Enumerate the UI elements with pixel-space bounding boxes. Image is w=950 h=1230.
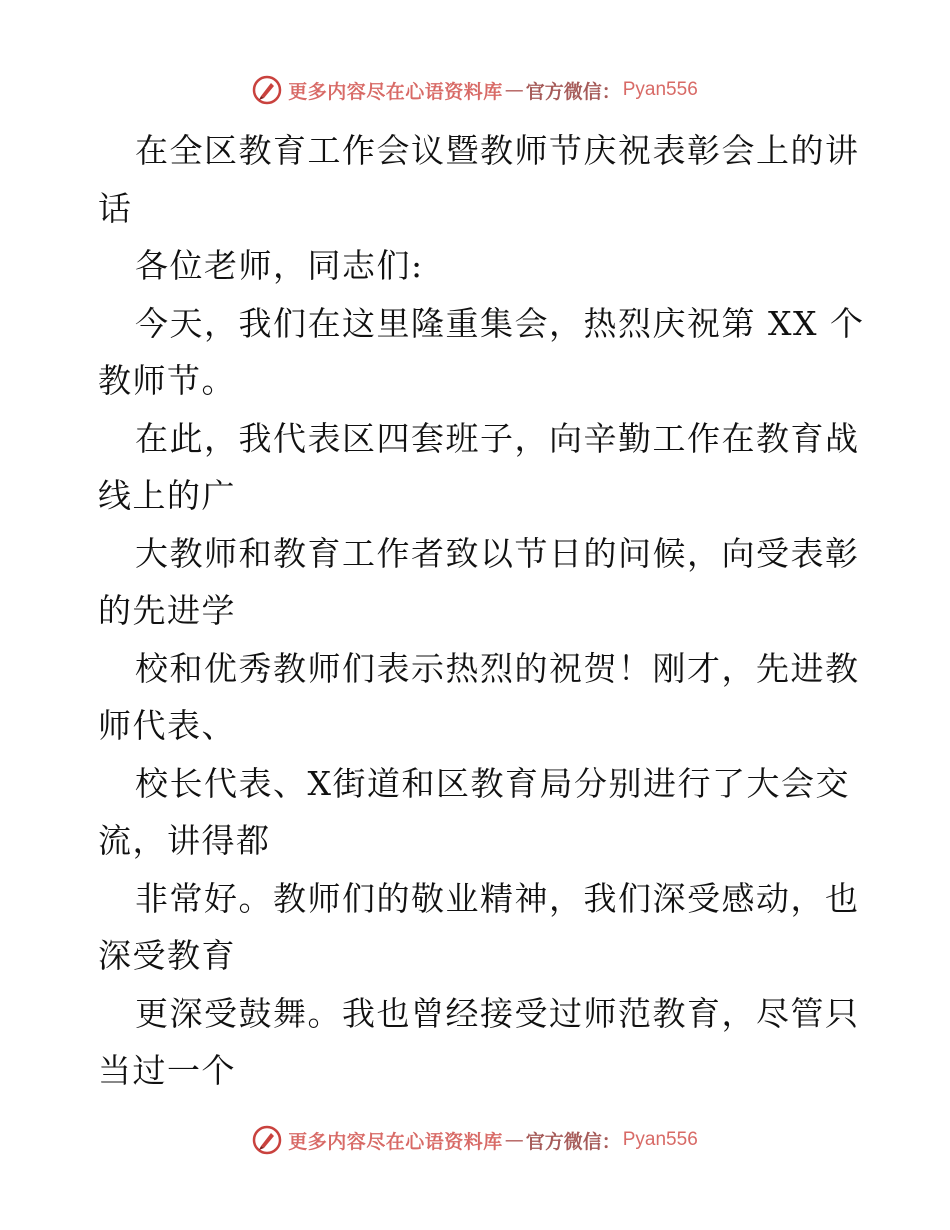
- watermark-main-text: 更多内容尽在心语资料库: [288, 1130, 503, 1153]
- paragraph-line: 今天，我们在这里隆重集会，热烈庆祝第 XX 个: [135, 303, 865, 343]
- paragraph-line: 在此，我代表区四套班子，向辛勤工作在教育战: [135, 418, 860, 458]
- salutation-line: 各位老师，同志们:: [135, 246, 424, 285]
- title-line-1: 在全区教育工作会议暨教师节庆祝表彰会上的讲: [135, 131, 860, 170]
- paragraph-line: 大教师和教育工作者致以节日的问候，向受表彰: [135, 533, 860, 573]
- paragraph-line: 的先进学: [98, 591, 236, 630]
- watermark-separator: —: [504, 1129, 524, 1151]
- pen-nib-icon: [252, 1125, 282, 1155]
- watermark-wechat-label: 官方微信：: [525, 80, 621, 103]
- paragraph-line: 线上的广: [98, 476, 236, 515]
- title-line-2: 话: [98, 188, 133, 228]
- paragraph-line: 校和优秀教师们表示热烈的祝贺！刚才，先进教: [135, 648, 860, 688]
- paragraph-line: 流，讲得都: [98, 821, 271, 860]
- header-watermark: [0, 70, 950, 110]
- footer-watermark: [0, 1120, 950, 1160]
- paragraph-line: 深受教育: [98, 936, 236, 975]
- pen-nib-icon: [252, 75, 282, 105]
- paragraph-line: 师代表、: [98, 706, 236, 745]
- paragraph-line: 校长代表、X街道和区教育局分别进行了大会交: [135, 763, 850, 803]
- paragraph-line: 当过一个: [98, 1051, 236, 1090]
- watermark-separator: —: [504, 79, 524, 101]
- watermark-wechat-label: 官方微信：: [525, 1130, 621, 1153]
- watermark-wechat-id: Pyan556: [622, 79, 698, 100]
- paragraph-line: 非常好。教师们的敬业精神，我们深受感动，也: [135, 878, 860, 918]
- watermark-main-text: 更多内容尽在心语资料库: [288, 80, 503, 103]
- watermark-wechat-id: Pyan556: [622, 1129, 698, 1150]
- paragraph-line: 教师节。: [98, 361, 236, 400]
- document-body: [98, 122, 865, 1100]
- paragraph-line: 更深受鼓舞。我也曾经接受过师范教育，尽管只: [135, 993, 860, 1033]
